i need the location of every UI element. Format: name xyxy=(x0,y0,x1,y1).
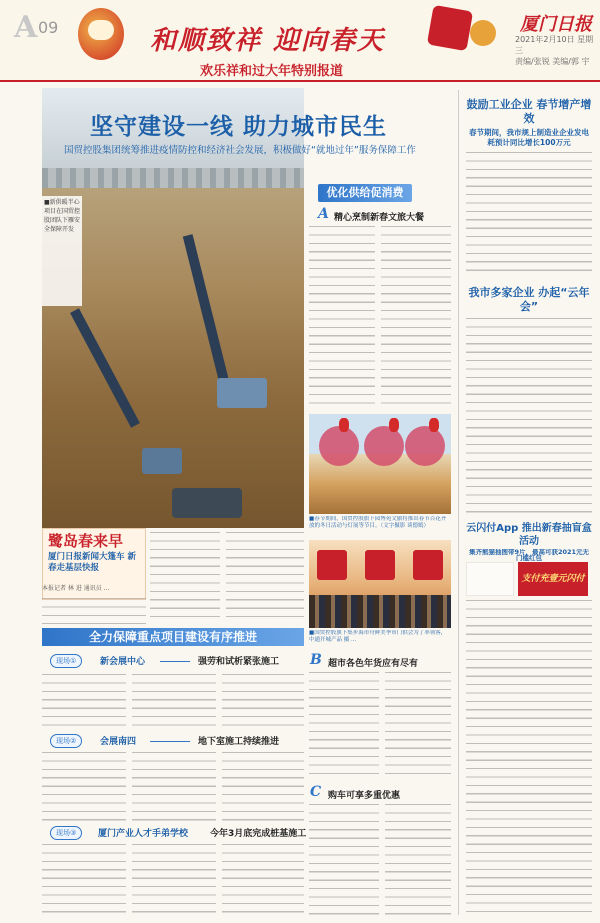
site-tag: 现场① xyxy=(50,654,82,668)
column-divider xyxy=(458,90,459,915)
pile-driver-icon xyxy=(70,308,140,427)
site-tag: 现场③ xyxy=(50,826,82,840)
part-body-text xyxy=(381,226,451,410)
article-body-text xyxy=(466,562,514,596)
part-headline: 超市各色年货应有尽有 xyxy=(328,659,419,669)
blossom-tree-icon xyxy=(319,426,359,466)
pile-driver-icon xyxy=(183,234,231,392)
article-body-text xyxy=(466,152,592,278)
article-title: 云闪付App 推出新春抽盲盒活动 xyxy=(466,523,592,547)
article-title: 我市多家企业 办起“云年会” xyxy=(468,286,590,313)
date-line xyxy=(515,34,595,67)
blossom-tree-icon xyxy=(405,426,445,466)
part-letter-b: B xyxy=(310,652,322,668)
spotlight-logo: 鹭岛春来早 xyxy=(48,532,124,550)
stall-icon xyxy=(413,550,443,580)
site-headline: 地下室施工持续推进 xyxy=(198,737,280,747)
site-name: 新会展中心 xyxy=(100,657,146,667)
article-lead: 集齐熊猫抽图带9片，最高可获2021元无门槛红包 xyxy=(468,549,590,561)
part-body-text xyxy=(385,672,451,780)
site-body-text xyxy=(222,674,304,728)
divider xyxy=(160,661,190,662)
page-header xyxy=(0,0,600,80)
lucky-charm-icon xyxy=(427,5,473,51)
stall-icon xyxy=(317,550,347,580)
spring-festival-photo xyxy=(309,414,451,514)
part-headline: 购车可享多重优惠 xyxy=(328,791,401,801)
lead-photo-caption: ■新供暖半心项目在国贸控股团队下雁安全保障开发 xyxy=(42,196,82,306)
section-title-bar: 全力保障重点项目建设有序推进 xyxy=(42,628,304,646)
lead-headline: 坚守建设一线 助力城市民生 xyxy=(90,114,388,140)
photo-caption: ■春节期间，国贸控股旗下园博苑文旅将推出春节百花齐放的冬日活动与灯展等节目。（文字摄影 谈德嫣） xyxy=(309,516,447,529)
lead-body-text xyxy=(150,532,220,624)
part-letter-a: A xyxy=(318,206,329,222)
article-lead: 春节期间，我市规上制造业企业发电耗预计同比增长100万元 xyxy=(469,128,589,147)
newspaper-masthead: 厦门日报 xyxy=(520,14,592,35)
site-body-text xyxy=(42,844,126,916)
lantern-icon xyxy=(389,418,399,432)
rig-base-icon xyxy=(217,378,267,408)
date-line-editors: 责编/张锐 美编/郭 宇 xyxy=(515,57,590,66)
lantern-icon xyxy=(429,418,439,432)
banner-title: 和顺致祥 迎向春天 xyxy=(150,26,386,56)
site-body-text xyxy=(132,844,216,916)
lead-body-text xyxy=(226,532,304,624)
rig-base-icon xyxy=(142,448,182,474)
shoppers-crowd xyxy=(309,595,451,628)
part-body-text xyxy=(309,672,379,780)
ornament-icon xyxy=(470,20,496,46)
header-divider xyxy=(0,80,600,82)
section-title-bar: 优化供给促消费 xyxy=(318,184,412,202)
divider xyxy=(150,741,190,742)
blossom-tree-icon xyxy=(364,426,404,466)
ox-illustration-icon xyxy=(78,8,124,60)
site-headline: 今年3月底完成桩基施工 xyxy=(210,829,307,839)
stall-icon xyxy=(365,550,395,580)
app-promo-banner: 支付充壹元闪付 xyxy=(518,562,588,596)
part-body-text xyxy=(385,804,451,916)
site-name: 会展南四 xyxy=(100,737,137,747)
lead-body-text xyxy=(42,598,146,624)
page-number: 09 xyxy=(38,18,59,37)
page-section-letter: A xyxy=(14,10,38,45)
photo-caption: ■国贸控股旗下集步海市舟鲜美季市门供会为了率领客，中通开城产品 摄 ... xyxy=(309,630,447,643)
date-line-date: 2021年2月10日 星期三 xyxy=(515,35,594,55)
part-body-text xyxy=(309,226,375,410)
site-body-text xyxy=(42,752,126,822)
photo-skyline xyxy=(42,168,304,188)
part-headline: 精心烹制新春文旅大餐 xyxy=(334,213,425,223)
supermarket-photo xyxy=(309,540,451,628)
part-letter-c: C xyxy=(310,784,322,800)
site-tag: 现场② xyxy=(50,734,82,748)
site-body-text xyxy=(222,752,304,822)
excavator-icon xyxy=(172,488,242,518)
part-body-text xyxy=(309,804,379,916)
site-body-text xyxy=(42,674,126,728)
spotlight-title: 厦门日报新闻大篷车 新春走基层快报 xyxy=(48,552,136,573)
lead-subheadline: 国贸控股集团统筹推进疫情防控和经济社会发展，积极做好“就地过年”服务保障工作 xyxy=(64,145,416,156)
lantern-icon xyxy=(339,418,349,432)
article-title: 鼓励工业企业 春节增产增效 xyxy=(466,98,592,125)
site-body-text xyxy=(132,752,216,822)
article-body-text xyxy=(466,318,592,514)
site-name: 厦门产业人才手弟学校 xyxy=(98,829,189,839)
site-body-text xyxy=(132,674,216,728)
byline: 本报记者 林 进 通讯员 ... xyxy=(42,585,110,592)
site-body-text xyxy=(222,844,304,916)
site-headline: 强劳和试析紧张施工 xyxy=(198,657,280,667)
article-body-text xyxy=(466,600,592,916)
banner-subtitle: 欢乐祥和过大年特别报道 xyxy=(200,64,344,79)
